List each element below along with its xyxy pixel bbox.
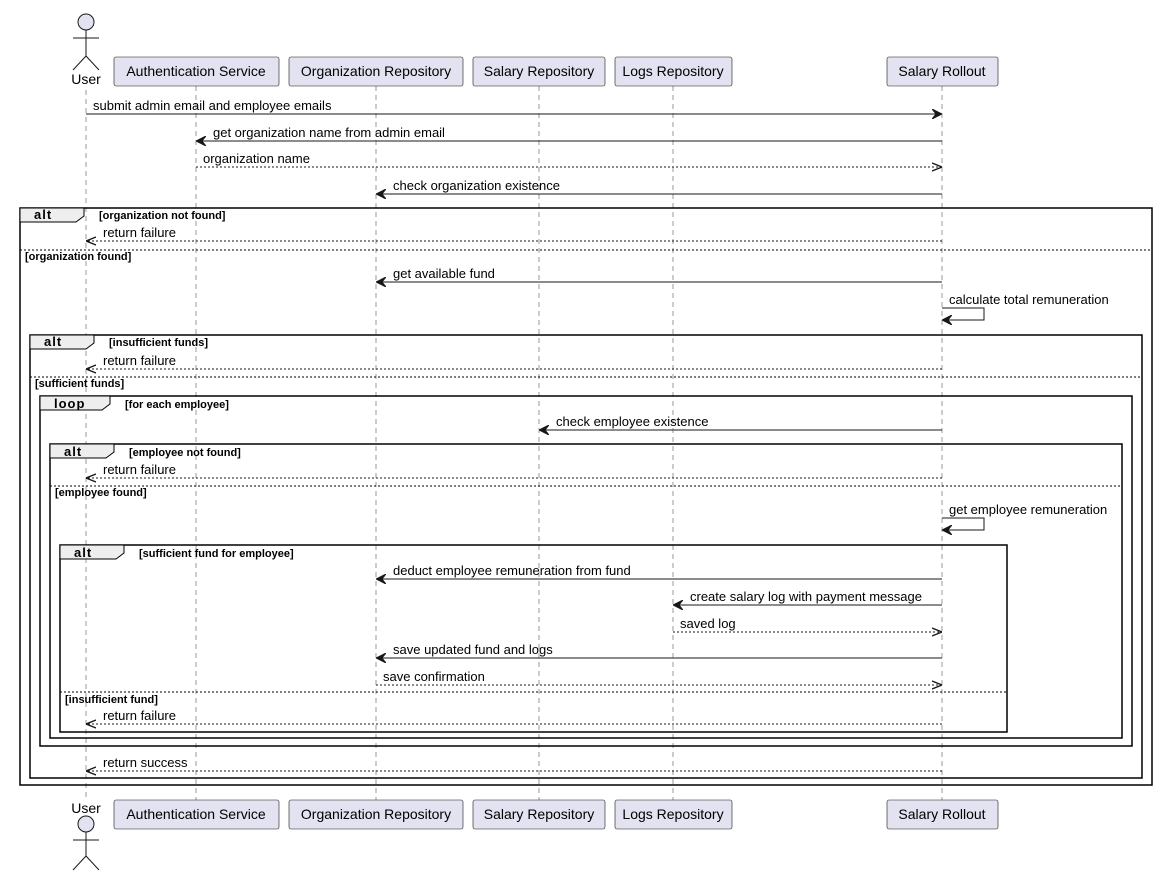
salary-repository-label-top: Salary Repository bbox=[483, 63, 595, 79]
loop-fragment-employees-guard: [for each employee] bbox=[125, 399, 229, 411]
message-return-failure-employee-label: return failure bbox=[103, 462, 176, 477]
message-get-organization-name bbox=[196, 125, 942, 141]
organization-repository-label-bottom: Organization Repository bbox=[300, 806, 452, 822]
alt-fragment-employee-guard: [employee not found] bbox=[129, 447, 241, 459]
message-check-employee-existence-label: check employee existence bbox=[556, 414, 709, 429]
logs-repository-label-bottom: Logs Repository bbox=[622, 806, 724, 822]
alt-fragment-employee bbox=[50, 444, 1122, 738]
message-save-confirmation-label: save confirmation bbox=[383, 669, 485, 684]
alt-fragment-organization-guard: [organization not found] bbox=[99, 210, 226, 222]
salary-rollout-label-top: Salary Rollout bbox=[898, 63, 986, 79]
participant-salary-repository-bottom bbox=[473, 800, 605, 829]
message-organization-name-return-label: organization name bbox=[203, 151, 310, 166]
participant-salary-repository-top bbox=[473, 57, 605, 86]
message-saved-log bbox=[673, 616, 942, 632]
participant-organization-repository-bottom bbox=[289, 800, 463, 829]
message-return-failure-org bbox=[86, 225, 942, 241]
authentication-service-label-bottom: Authentication Service bbox=[126, 806, 266, 822]
message-check-organization-existence bbox=[376, 178, 942, 194]
alt-fragment-funds-else-guard: [sufficient funds] bbox=[35, 378, 125, 390]
message-calculate-total-remuneration-label: calculate total remuneration bbox=[949, 292, 1109, 307]
user-actor-bottom bbox=[71, 800, 101, 870]
message-check-employee-existence bbox=[539, 414, 942, 430]
message-return-failure-insufficient-fund-label: return failure bbox=[103, 708, 176, 723]
participant-organization-repository-top bbox=[289, 57, 463, 86]
participant-logs-repository-top bbox=[615, 57, 732, 86]
message-check-organization-existence-label: check organization existence bbox=[393, 178, 560, 193]
message-calculate-total-remuneration bbox=[942, 292, 1109, 320]
organization-repository-label-top: Organization Repository bbox=[300, 63, 452, 79]
message-get-available-fund-label: get available fund bbox=[393, 266, 495, 281]
message-submit-emails bbox=[86, 98, 942, 114]
authentication-service-label-top: Authentication Service bbox=[126, 63, 266, 79]
message-return-failure-funds-label: return failure bbox=[103, 353, 176, 368]
message-get-employee-remuneration bbox=[942, 502, 1107, 530]
participant-authentication-service-bottom bbox=[114, 800, 279, 829]
participant-authentication-service-top bbox=[114, 57, 279, 86]
message-get-organization-name-label: get organization name from admin email bbox=[213, 125, 445, 140]
alt-fragment-funds-label: alt bbox=[44, 334, 63, 349]
message-return-failure-insufficient-fund bbox=[86, 708, 942, 724]
message-save-updated-fund bbox=[376, 642, 942, 658]
message-get-available-fund bbox=[376, 266, 942, 282]
message-create-salary-log bbox=[673, 589, 942, 605]
message-submit-emails-label: submit admin email and employee emails bbox=[93, 98, 332, 113]
message-organization-name-return bbox=[196, 151, 942, 167]
salary-repository-label-bottom: Salary Repository bbox=[483, 806, 595, 822]
message-deduct-remuneration-label: deduct employee remuneration from fund bbox=[393, 563, 631, 578]
message-return-failure-employee bbox=[86, 462, 942, 478]
alt-fragment-employee-fund-label: alt bbox=[74, 545, 93, 560]
message-save-updated-fund-label: save updated fund and logs bbox=[393, 642, 553, 657]
user-actor-top bbox=[71, 14, 101, 87]
participant-logs-repository-bottom bbox=[615, 800, 732, 829]
alt-fragment-organization-else-guard: [organization found] bbox=[25, 251, 132, 263]
message-return-success-label: return success bbox=[103, 755, 188, 770]
message-create-salary-log-label: create salary log with payment message bbox=[690, 589, 922, 604]
message-return-success bbox=[86, 755, 942, 771]
alt-fragment-funds-guard: [insufficient funds] bbox=[109, 337, 208, 349]
participant-salary-rollout-top bbox=[887, 57, 998, 86]
user-label-bottom: User bbox=[71, 800, 101, 816]
alt-fragment-organization-label: alt bbox=[34, 207, 53, 222]
user-label-top: User bbox=[71, 71, 101, 87]
alt-fragment-employee-fund-else-guard: [insufficient fund] bbox=[65, 694, 158, 706]
salary-rollout-label-bottom: Salary Rollout bbox=[898, 806, 986, 822]
message-return-failure-funds bbox=[86, 353, 942, 369]
message-save-confirmation bbox=[376, 669, 942, 685]
logs-repository-label-top: Logs Repository bbox=[622, 63, 724, 79]
loop-fragment-employees-label: loop bbox=[54, 396, 86, 411]
alt-fragment-employee-fund-guard: [sufficient fund for employee] bbox=[139, 548, 294, 560]
message-return-failure-org-label: return failure bbox=[103, 225, 176, 240]
alt-fragment-employee-label: alt bbox=[64, 444, 83, 459]
message-get-employee-remuneration-label: get employee remuneration bbox=[949, 502, 1108, 517]
message-deduct-remuneration bbox=[376, 563, 942, 579]
participant-salary-rollout-bottom bbox=[887, 800, 998, 829]
alt-fragment-employee-else-guard: [employee found] bbox=[55, 487, 147, 499]
message-saved-log-label: saved log bbox=[680, 616, 736, 631]
